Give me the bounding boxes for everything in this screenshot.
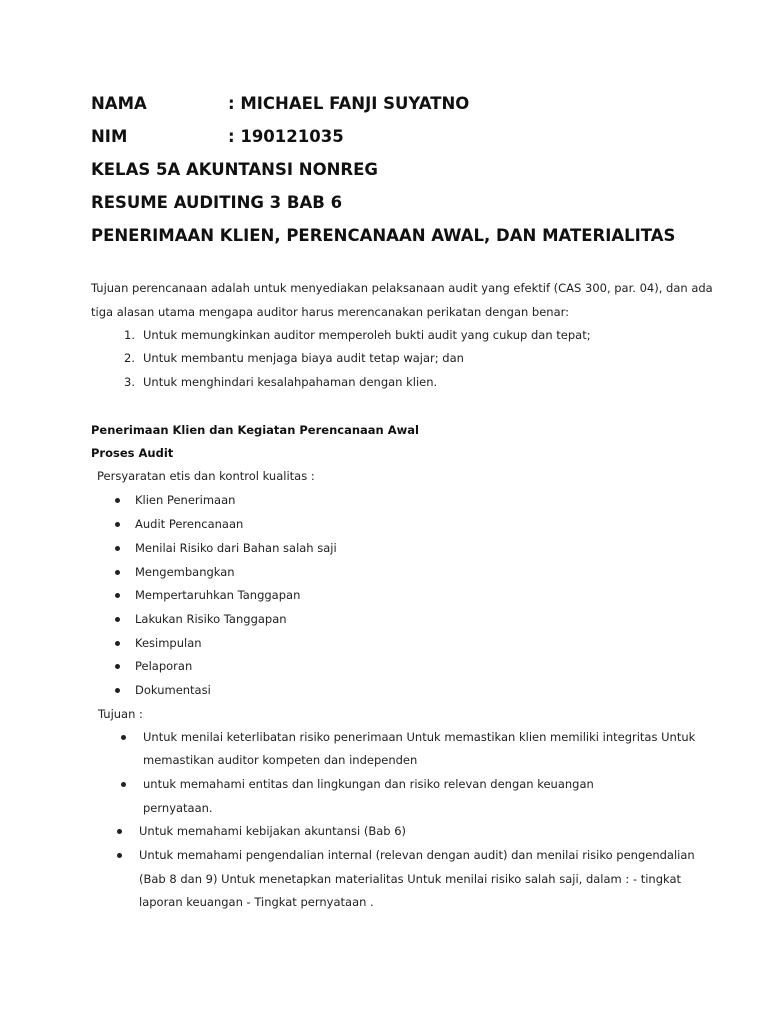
nama-value: : MICHAEL FANJI SUYATNO xyxy=(228,94,470,113)
item-number: 1. xyxy=(124,328,135,342)
tujuan-item-line: untuk memahami entitas dan lingkungan dan risiko relevan dengan keuangan xyxy=(143,777,594,791)
bullet-icon xyxy=(117,829,122,834)
bullet-icon xyxy=(115,570,120,575)
item-text: Untuk menghindari kesalahpahaman dengan klien. xyxy=(143,375,438,389)
bullet-icon xyxy=(115,593,120,598)
document-title: PENERIMAAN KLIEN, PERENCANAAN AWAL, DAN MATERIALITAS xyxy=(91,226,676,245)
tujuan-text: Untuk memahami pengendalian internal (relevan dengan audit) dan menilai risiko pengendalian xyxy=(139,848,695,862)
process-item: Klien Penerimaan xyxy=(135,493,236,507)
numbered-item xyxy=(124,351,464,365)
process-item: Menilai Risiko dari Bahan salah saji xyxy=(135,541,337,555)
bullet-icon xyxy=(115,522,120,527)
tujuan-item-line xyxy=(143,730,696,744)
bullet-icon xyxy=(115,546,120,551)
section-heading: Penerimaan Klien dan Kegiatan Perencanaan Awal xyxy=(91,423,419,437)
tujuan-item-line: Untuk memahami kebijakan akuntansi (Bab 6) xyxy=(139,824,407,838)
kelas-line: KELAS 5A AKUNTANSI NONREG xyxy=(91,160,378,179)
bullet-icon xyxy=(115,664,120,669)
nim-row xyxy=(91,127,344,146)
process-item: Dokumentasi xyxy=(135,683,211,697)
bullet-icon xyxy=(115,498,120,503)
tujuan-label: Tujuan : xyxy=(98,707,143,721)
requirements-label: Persyaratan etis dan kontrol kualitas : xyxy=(97,469,315,483)
tujuan-item-line xyxy=(139,872,682,886)
bullet-icon xyxy=(121,735,126,740)
bullet-icon xyxy=(115,641,120,646)
intro-line-2: tiga alasan utama mengapa auditor harus merencanakan perikatan dengan benar: xyxy=(91,305,570,319)
process-item: Kesimpulan xyxy=(135,636,202,650)
process-item: Mengembangkan xyxy=(135,565,235,579)
tujuan-item-line: pernyataan. xyxy=(143,801,213,815)
section-subheading: Proses Audit xyxy=(91,446,174,460)
numbered-item xyxy=(124,328,591,342)
nama-label: NAMA xyxy=(91,94,147,113)
item-text: Untuk membantu menjaga biaya audit tetap wajar; dan xyxy=(143,351,464,365)
tujuan-item-line xyxy=(139,848,695,862)
bullet-icon xyxy=(115,617,120,622)
numbered-item xyxy=(124,375,437,389)
bullet-icon xyxy=(117,853,122,858)
process-item: Audit Perencanaan xyxy=(135,517,244,531)
item-text: Untuk memungkinkan auditor memperoleh bukti audit yang cukup dan tepat; xyxy=(143,328,591,342)
process-item: Lakukan Risiko Tanggapan xyxy=(135,612,287,626)
intro-line-1: Tujuan perencanaan adalah untuk menyediakan pelaksanaan audit yang efektif (CAS 300, par. 04), dan ada xyxy=(91,281,713,295)
nama-row xyxy=(91,94,469,113)
process-item: Pelaporan xyxy=(135,659,193,673)
bullet-icon xyxy=(121,782,126,787)
tujuan-item-line: laporan keuangan - Tingkat pernyataan . xyxy=(139,895,374,909)
bullet-icon xyxy=(115,688,120,693)
process-item: Mempertaruhkan Tanggapan xyxy=(135,588,301,602)
nim-value: : 190121035 xyxy=(228,127,344,146)
item-number: 3. xyxy=(124,375,135,389)
nim-label: NIM xyxy=(91,127,128,146)
tujuan-text: (Bab 8 dan 9) Untuk menetapkan materialitas Untuk menilai risiko salah saji, dalam : - tingkat xyxy=(139,872,682,886)
tujuan-text: Untuk menilai keterlibatan risiko penerimaan Untuk memastikan klien memiliki integritas Untuk xyxy=(143,730,696,744)
resume-line: RESUME AUDITING 3 BAB 6 xyxy=(91,193,343,212)
tujuan-item-line: memastikan auditor kompeten dan independen xyxy=(143,753,418,767)
item-number: 2. xyxy=(124,351,135,365)
